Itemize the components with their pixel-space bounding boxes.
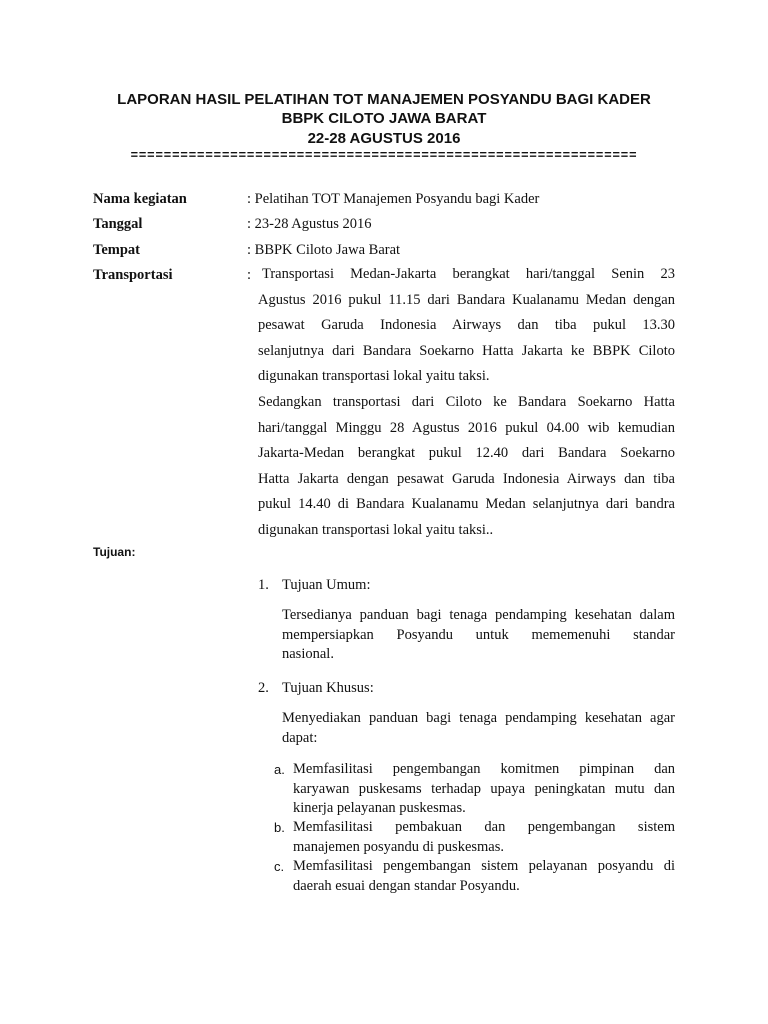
- transportasi-line: Jakarta-Medan berangkat pukul 12.40 dari Bandara Soekarno: [258, 445, 675, 462]
- transportasi-line: selanjutnya dari Bandara Soekarno Hatta Jakarta ke BBPK Ciloto: [258, 342, 675, 359]
- label-nama-kegiatan: Nama kegiatan: [93, 191, 187, 207]
- transportasi-line: digunakan transportasi lokal yaitu taksi..: [258, 521, 494, 538]
- item-a-line: kinerja pelayanan puskesmas.: [293, 800, 466, 816]
- transportasi-line: Transportasi Medan-Jakarta berangkat hari/tanggal Senin 23: [262, 266, 675, 282]
- report-subtitle-location: BBPK CILOTO JAWA BARAT: [281, 110, 487, 127]
- transportasi-line: hari/tanggal Minggu 28 Agustus 2016 pukul 04.00 wib kemudian: [258, 419, 675, 436]
- tujuan-umum-line: nasional.: [282, 646, 334, 662]
- tujuan-khusus-intro: [282, 709, 675, 748]
- item-letter-b: b.: [274, 820, 285, 835]
- item-a-line: Memfasilitasi pengembangan komitmen pimpinan dan: [293, 761, 675, 777]
- item-c-line: daerah esuai dengan standar Posyandu.: [293, 877, 520, 894]
- item-letter-c: c.: [274, 859, 285, 874]
- separator-line: =============================================================: [130, 148, 638, 162]
- tujuan-umum-line: mempersiapkan Posyandu untuk mememenuhi standar: [282, 626, 675, 643]
- transportasi-line: pukul 14.40 di Bandara Kualanamu Medan selanjutnya dari bandra: [258, 496, 675, 513]
- tujuan-khusus-number: 2.: [258, 680, 269, 696]
- value-tempat: : BBPK Ciloto Jawa Barat: [247, 242, 401, 258]
- item-letter-a: a.: [274, 762, 285, 777]
- tujuan-umum-heading: Tujuan Umum:: [282, 577, 371, 593]
- value-nama-kegiatan: : Pelatihan TOT Manajemen Posyandu bagi Kader: [247, 191, 540, 207]
- report-title: LAPORAN HASIL PELATIHAN TOT MANAJEMEN POSYANDU BAGI KADER: [117, 91, 651, 108]
- transportasi-paragraph-continued: [258, 288, 675, 544]
- transportasi-paragraph: [262, 262, 675, 288]
- report-subtitle-date: 22-28 AGUSTUS 2016: [307, 130, 461, 147]
- transportasi-line: Sedangkan transportasi dari Ciloto ke Bandara Soekarno Hatta: [258, 393, 675, 410]
- value-tanggal: : 23-28 Agustus 2016: [247, 216, 372, 232]
- transportasi-line: Hatta Jakarta dengan pesawat Garuda Indonesia Airways dan tiba: [258, 470, 675, 487]
- item-c-line: Memfasilitasi pengembangan sistem pelayanan posyandu di: [293, 858, 675, 874]
- transportasi-line: pesawat Garuda Indonesia Airways dan tiba pukul 13.30: [258, 317, 675, 334]
- tujuan-khusus-intro-line: dapat:: [282, 729, 318, 746]
- item-b-line: Memfasilitasi pembakuan dan pengembangan sistem: [293, 819, 675, 835]
- item-b-line: manajemen posyandu di puskesmas.: [293, 838, 505, 855]
- tujuan-khusus-item-a: [293, 760, 675, 819]
- tujuan-khusus-item-b: [293, 818, 675, 857]
- item-a-line: karyawan puskesams terhadap upaya peningkatan mutu dan: [293, 780, 675, 797]
- tujuan-umum-text: [282, 606, 675, 665]
- label-tujuan: Tujuan:: [93, 545, 136, 559]
- tujuan-khusus-heading: Tujuan Khusus:: [282, 680, 374, 696]
- tujuan-khusus-intro-line: Menyediakan panduan bagi tenaga pendamping kesehatan agar: [282, 710, 675, 726]
- label-transportasi: Transportasi: [93, 267, 173, 283]
- transportasi-line: digunakan transportasi lokal yaitu taksi.: [258, 368, 490, 385]
- label-tempat: Tempat: [93, 242, 140, 258]
- colon-transportasi: :: [247, 267, 252, 283]
- tujuan-umum-number: 1.: [258, 577, 269, 593]
- tujuan-khusus-item-c: [293, 857, 675, 896]
- label-tanggal: Tanggal: [93, 216, 143, 232]
- tujuan-umum-line: Tersedianya panduan bagi tenaga pendamping kesehatan dalam: [282, 607, 675, 623]
- transportasi-line: Agustus 2016 pukul 11.15 dari Bandara Kualanamu Medan dengan: [258, 291, 675, 308]
